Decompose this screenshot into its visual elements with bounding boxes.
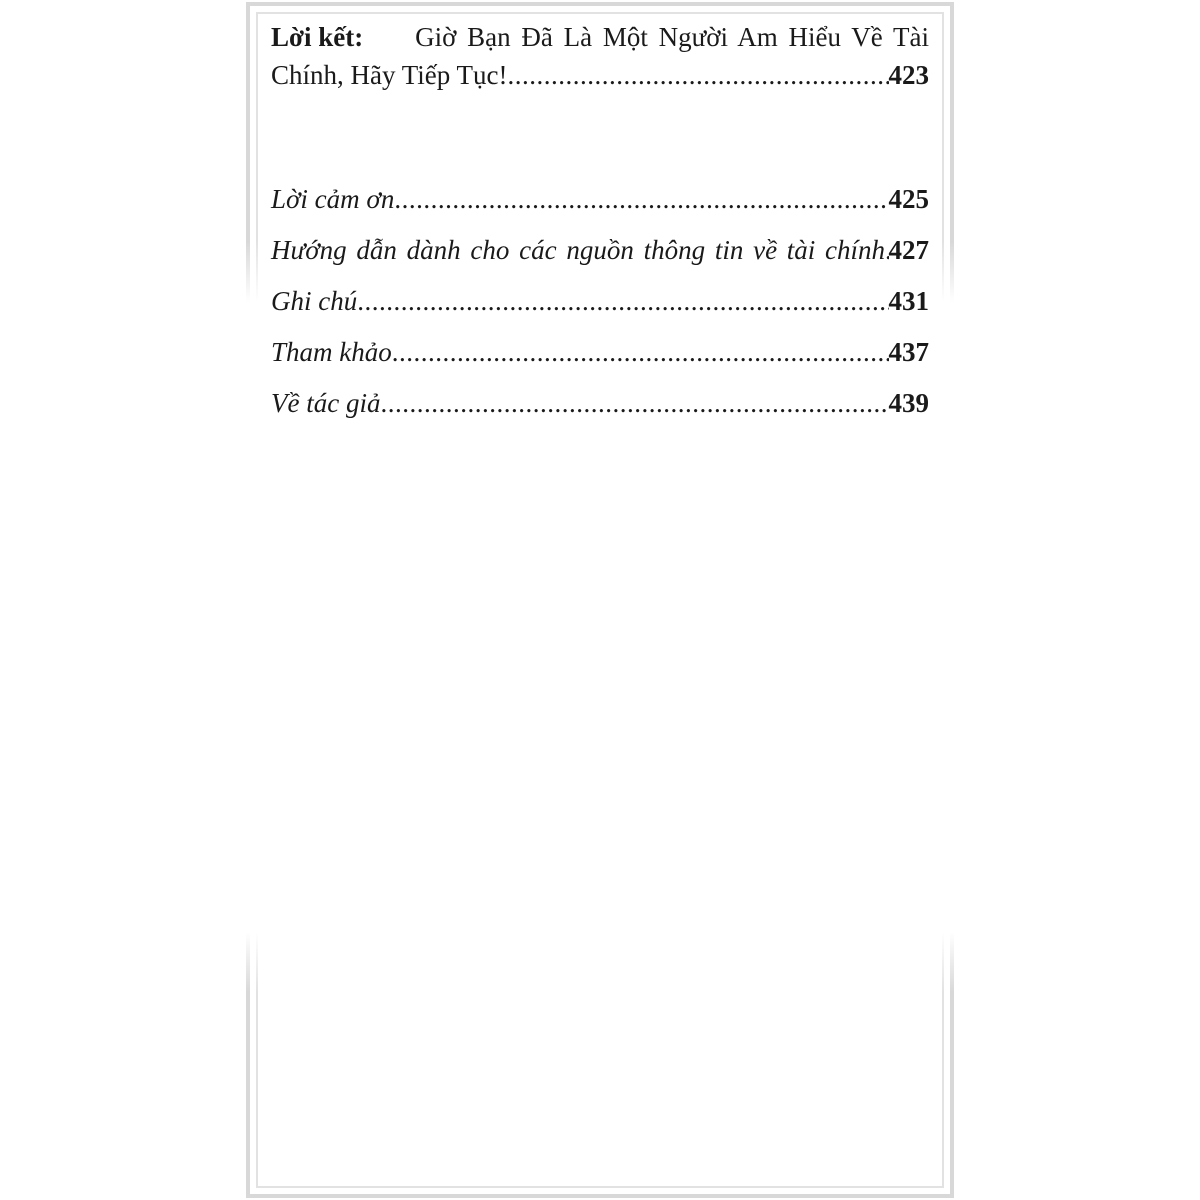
toc-page-number: 425 xyxy=(888,184,929,214)
epilogue-line1 xyxy=(271,18,929,56)
section-gap xyxy=(271,94,929,174)
toc-entry-title: Lời cảm ơn xyxy=(271,184,395,214)
toc-leader-dots xyxy=(380,378,888,429)
toc-leader-dots xyxy=(357,276,888,327)
toc-entry-epilogue xyxy=(271,18,929,94)
epilogue-title-line2: Chính, Hãy Tiếp Tục! xyxy=(271,60,508,90)
toc-page-number: 427 xyxy=(888,235,929,265)
table-of-contents xyxy=(271,18,929,429)
toc-page-number: 439 xyxy=(888,388,929,418)
toc-entry xyxy=(271,276,929,327)
toc-entry xyxy=(271,378,929,429)
toc-entry-title: Tham khảo xyxy=(271,337,392,367)
toc-page-number: 423 xyxy=(888,60,929,90)
toc-leader-dots xyxy=(392,327,889,378)
toc-entry xyxy=(271,327,929,378)
toc-entry-title: Về tác giả xyxy=(271,388,381,418)
toc-page-number: 431 xyxy=(888,286,929,316)
toc-entry-title: Hướng dẫn dành cho các nguồn thông tin về tài chính xyxy=(271,235,886,265)
toc-entry xyxy=(271,174,929,225)
toc-entry-title: Ghi chú xyxy=(271,286,358,316)
epilogue-lead: Lời kết: xyxy=(271,22,364,52)
toc-leader-dots xyxy=(394,174,888,225)
toc-leader-dots xyxy=(508,56,889,94)
toc-page-number: 437 xyxy=(888,337,929,367)
epilogue-line2 xyxy=(271,56,929,94)
epilogue-title-line1: Giờ Bạn Đã Là Một Người Am Hiểu Về Tài xyxy=(415,22,929,52)
toc-entry xyxy=(271,225,929,276)
